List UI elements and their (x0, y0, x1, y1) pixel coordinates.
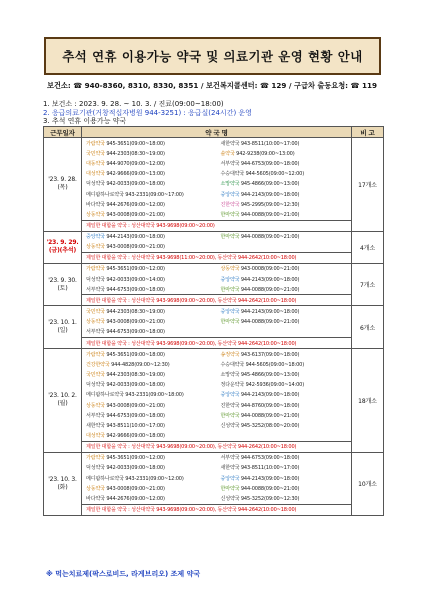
pharmacy-cell (82, 452, 352, 515)
pharmacy-row (82, 410, 351, 420)
pharmacy-phone-hours: 943-0008(09:00~21:00) (106, 244, 165, 251)
pharmacy-phone-hours: 944-2143(09:00~18:00) (240, 475, 300, 482)
pharmacy-entry (217, 211, 352, 218)
night-pharmacy-entry (82, 340, 351, 347)
pharmacy-phone-hours: 943-0008(09:00~21:00) (106, 402, 165, 409)
pharmacy-entry (217, 318, 352, 325)
pharmacy-entry (82, 412, 217, 419)
pharmacy-name: 중앙약국 (220, 276, 240, 283)
pharmacy-phone-hours: 942-9666(09:00~18:00) (106, 433, 165, 440)
pharmacy-name: 진한약국 (220, 402, 240, 409)
date-cell (44, 138, 82, 232)
pharmacy-phone-hours: 943-0008(09:00~21:00) (106, 211, 165, 218)
pharmacy-entry (217, 371, 352, 378)
pharmacy-phone-hours: 944-6753(09:00~18:00) (240, 455, 300, 462)
pharmacy-name: 덕성약국 (86, 276, 105, 283)
pharmacy-entry (82, 391, 217, 398)
count-cell: 4개소 (352, 231, 384, 263)
pharmacy-phone-hours: 944-0088(09:00~21:00) (240, 234, 300, 241)
pharmacy-schedule-table (43, 126, 384, 516)
pharmacy-name: 한마약국 (220, 286, 240, 293)
pharmacy-name: 바다약국 (86, 201, 105, 208)
pharmacy-entry (82, 180, 217, 187)
header-pharmacy: 약 국 명 (82, 127, 352, 138)
date-cell (44, 452, 82, 515)
pharmacy-row (82, 473, 351, 483)
table-row (44, 263, 384, 306)
pharmacy-row (82, 232, 351, 242)
pharmacy-entry (217, 265, 352, 272)
pharmacy-entry (217, 191, 352, 198)
date-text: '23. 9. 30. (48, 276, 77, 284)
pharmacy-phone-hours: 944-4828(09:00~12:30) (111, 361, 170, 368)
pharmacy-name: 가람약국 (86, 455, 105, 462)
pharmacy-name: 가람약국 (86, 351, 105, 358)
day-text: (화) (57, 483, 68, 491)
pharmacy-phone-hours: 944-6753(09:00~18:00) (106, 329, 165, 336)
pharmacy-phone-hours: 942-5936(09:00~14:00) (245, 382, 305, 389)
info-line-health-center: 1. 보건소 : 2023. 9. 28. ~ 10. 3. / 진료(09:00~18:00) (43, 100, 224, 108)
pharmacy-entry (217, 361, 352, 368)
table-row (44, 138, 384, 232)
pharmacy-phone-hours: 944-0088(09:00~21:00) (240, 412, 300, 419)
pharmacy-name: 상동약국 (86, 211, 105, 218)
night-pharmacy-entry (82, 254, 351, 261)
count-cell: 7개소 (352, 263, 384, 306)
pharmacy-phone-hours: 942-9238(09:00~13:00) (236, 150, 295, 157)
pharmacy-row (82, 390, 351, 400)
pharmacy-row (82, 420, 351, 430)
table-row (44, 231, 384, 263)
pharmacy-entry (217, 286, 352, 293)
pharmacy-row (82, 483, 351, 493)
pharmacy-phone-hours: 944-2303(08:30~19:00) (106, 371, 165, 378)
count-cell: 18개소 (352, 349, 384, 453)
date-text: '23. 10. 3. (48, 475, 77, 483)
pharmacy-row (82, 463, 351, 473)
pharmacy-phone-hours: 944-0088(09:00~21:00) (240, 485, 300, 492)
pharmacy-phone-hours: 944-2676(09:00~12:00) (106, 201, 165, 208)
pharmacy-phone-hours: 943-2331(09:00~17:00) (125, 191, 184, 198)
table-row (44, 349, 384, 453)
pharmacy-name: 진한약국 (220, 201, 240, 208)
pharmacy-row (82, 179, 351, 189)
pharmacy-name: 수승대약국 (220, 171, 245, 178)
table-row (44, 452, 384, 515)
pharmacy-name: 수승대약국 (220, 361, 245, 368)
pharmacy-name: 한마약국 (220, 234, 240, 241)
pharmacy-name: 한마약국 (220, 319, 240, 326)
pharmacy-row (82, 431, 351, 441)
pharmacy-name: 서부약국 (220, 160, 240, 167)
date-cell (44, 306, 82, 349)
pharmacy-entry (217, 402, 352, 409)
pharmacy-row (82, 400, 351, 410)
pharmacy-row (82, 242, 351, 252)
date-cell (44, 231, 82, 263)
pharmacy-row (82, 209, 351, 219)
pharmacy-name: 덕성약국 (86, 382, 105, 389)
pharmacy-phone-hours: 944-0088(09:00~21:00) (240, 319, 300, 326)
pharmacy-entry (82, 361, 217, 368)
pharmacy-row (82, 169, 351, 179)
pharmacy-phone-hours: 945-3651(09:00~18:00) (106, 140, 165, 147)
pharmacy-phone-hours: 944-6753(09:00~18:00) (106, 286, 165, 293)
night-pharmacy-row (82, 220, 351, 231)
pharmacy-phone-hours: 943-8511(10:00~17:00) (106, 422, 165, 429)
pharmacy-name: 소망약국 (220, 371, 240, 378)
pharmacy-entry (82, 475, 217, 482)
pharmacy-row (82, 453, 351, 463)
pharmacy-name: 상동약국 (86, 485, 105, 492)
pharmacy-row (82, 274, 351, 284)
pharmacy-phone-hours: 944-2676(09:00~12:00) (106, 496, 165, 503)
pharmacy-entry (82, 243, 217, 250)
pharmacy-entry (217, 351, 352, 358)
pharmacy-phone-hours: 942-9666(09:00~13:00) (106, 171, 165, 178)
date-text: '23. 10. 2. (48, 392, 77, 400)
night-pharmacy-row (82, 294, 351, 305)
pharmacy-phone-hours: 945-3651(09:00~12:00) (106, 266, 165, 273)
pharmacy-name: 가람약국 (86, 266, 105, 273)
pharmacy-cell (82, 263, 352, 306)
pharmacy-phone-hours: 943-0008(09:00~21:00) (106, 485, 165, 492)
pharmacy-name: 서부약국 (86, 412, 105, 419)
pharmacy-row (82, 327, 351, 337)
night-pharmacy-row (82, 337, 351, 348)
night-pharmacy-text: 제일한 대합을 약국 : 성산대약국 943-9698(09:00~20:00), 동산약국 944-2642(10:00~18:00) (86, 507, 297, 514)
pharmacy-phone-hours: 942-0033(09:00~18:00) (106, 382, 165, 389)
info-lines (43, 100, 252, 126)
pharmacy-name: 중앙약국 (220, 392, 240, 399)
pharmacy-name: 대성약국 (86, 171, 105, 178)
pharmacy-entry (82, 402, 217, 409)
pharmacy-name: 메디팜하나로약국 (86, 191, 124, 198)
pharmacy-entry (217, 381, 352, 388)
pharmacy-phone-hours: 944-6753(09:00~18:00) (240, 160, 300, 167)
pharmacy-phone-hours: 942-0033(09:00~18:00) (106, 465, 165, 472)
pharmacy-cell (82, 231, 352, 263)
pharmacy-entry (82, 265, 217, 272)
date-cell (44, 349, 82, 453)
pharmacy-row (82, 158, 351, 168)
pharmacy-entry (82, 351, 217, 358)
pharmacy-entry (82, 211, 217, 218)
pharmacy-phone-hours: 944-2303(08:30~19:00) (106, 150, 165, 157)
pharmacy-name: 서부약국 (86, 286, 105, 293)
pharmacy-entry (82, 160, 217, 167)
pharmacy-name: 상동약국 (86, 402, 105, 409)
pharmacy-entry (82, 201, 217, 208)
day-text: (금)(추석) (48, 247, 77, 255)
night-pharmacy-text: 제일한 대합을 약국 : 성산대약국 943-9698(09:00~20:00), 동산약국 944-2642(10:00~18:00) (86, 444, 297, 451)
pharmacy-cell (82, 306, 352, 349)
pharmacy-phone-hours: 944-5605(09:00~18:00) (245, 361, 305, 368)
pharmacy-name: 대동약국 (86, 160, 105, 167)
pharmacy-phone-hours: 945-4866(09:00~13:00) (240, 371, 300, 378)
pharmacy-entry (82, 485, 217, 492)
pharmacy-phone-hours: 944-2143(09:00~18:00) (240, 309, 300, 316)
pharmacy-row (82, 199, 351, 209)
night-pharmacy-text: 제일한 대합을 약국 : 성산대약국 943-9698(11:00~20:00), 동산약국 944-2642(10:00~18:00) (86, 255, 297, 262)
pharmacy-cell (82, 138, 352, 232)
pharmacy-row (82, 493, 351, 503)
pharmacy-name: 중앙약국 (220, 475, 240, 482)
pharmacy-phone-hours: 945-3252(09:00~12:30) (240, 496, 300, 503)
pharmacy-phone-hours: 945-3651(09:00~12:00) (106, 455, 165, 462)
pharmacy-name: 국민약국 (86, 371, 105, 378)
pharmacy-phone-hours: 945-3252(08:00~20:00) (240, 422, 300, 429)
table-header-row (44, 127, 384, 138)
date-text: '23. 10. 1. (48, 319, 77, 327)
table-row (44, 306, 384, 349)
pharmacy-name: 덕성약국 (86, 465, 105, 472)
pharmacy-name: 중앙약국 (220, 191, 240, 198)
pharmacy-phone-hours: 944-2143(09:00~18:00) (240, 392, 300, 399)
day-text: (목) (57, 184, 68, 192)
pharmacy-phone-hours: 944-5605(09:00~12:00) (245, 171, 305, 178)
pharmacy-entry (82, 432, 217, 439)
date-text: '23. 9. 29. (46, 239, 79, 247)
pharmacy-row (82, 369, 351, 379)
pharmacy-row (82, 380, 351, 390)
pharmacy-entry (217, 454, 352, 461)
pharmacy-name: 새한약국 (220, 140, 240, 147)
pharmacy-entry (217, 180, 352, 187)
day-text: (일) (57, 327, 68, 335)
pharmacy-phone-hours: 943-6137(09:00~18:00) (240, 351, 300, 358)
night-pharmacy-entry (82, 506, 351, 513)
pharmacy-phone-hours: 945-2995(09:00~12:30) (240, 201, 300, 208)
pharmacy-name: 소망약국 (220, 181, 240, 188)
pharmacy-entry (82, 318, 217, 325)
pharmacy-name: 서부약국 (86, 329, 105, 336)
pharmacy-name: 새한약국 (220, 465, 240, 472)
pharmacy-name: 중앙약국 (86, 234, 105, 241)
night-pharmacy-entry (82, 222, 351, 229)
pharmacy-name: 국민약국 (86, 150, 105, 157)
pharmacy-row (82, 189, 351, 199)
pharmacy-phone-hours: 944-2303(08:30~19:00) (106, 309, 165, 316)
pharmacy-phone-hours: 945-4866(09:00~13:00) (240, 181, 300, 188)
table-body (44, 138, 384, 516)
day-text: (토) (57, 284, 68, 292)
pharmacy-name: 바다약국 (86, 496, 105, 503)
night-pharmacy-text: 제일한 대합을 약국 : 성산대약국 943-9698(09:00~20:00), 동산약국 944-2642(10:00~18:00) (86, 297, 297, 304)
pharmacy-entry (82, 495, 217, 502)
title-text: 추석 연휴 이용가능 약국 및 의료기관 운영 현황 안내 (62, 49, 363, 64)
pharmacy-entry (217, 412, 352, 419)
pharmacy-entry (217, 391, 352, 398)
pharmacy-row (82, 148, 351, 158)
pharmacy-name: 상동약국 (86, 319, 105, 326)
pharmacy-phone-hours: 943-8511(10:00~17:00) (240, 465, 300, 472)
pharmacy-entry (82, 381, 217, 388)
pharmacy-entry (82, 140, 217, 147)
pharmacy-entry (217, 201, 352, 208)
page-title (44, 37, 381, 75)
contact-line: 보건소: ☎ 940-8360, 8310, 8330, 8351 / 보건복지콜센터: ☎ 129 / 구급차 출동요청: ☎ 119 (47, 81, 377, 90)
night-pharmacy-row (82, 252, 351, 263)
pharmacy-phone-hours: 942-0033(09:00~18:00) (106, 181, 165, 188)
info-line-emergency: 2. 응급의료기관(거창적십자병원 944-3251) : 응급실(24시간) 운영 (43, 108, 252, 117)
pharmacy-phone-hours: 945-3651(09:00~18:00) (106, 351, 165, 358)
pharmacy-row (82, 284, 351, 294)
pharmacy-entry (82, 286, 217, 293)
pharmacy-entry (82, 191, 217, 198)
night-pharmacy-entry (82, 297, 351, 304)
pharmacy-phone-hours: 944-0088(09:00~21:00) (240, 286, 300, 293)
day-text: (월) (57, 400, 68, 408)
count-cell: 6개소 (352, 306, 384, 349)
pharmacy-phone-hours: 944-2143(09:00~18:00) (106, 234, 165, 241)
pharmacy-phone-hours: 943-2331(09:00~12:00) (125, 475, 184, 482)
pharmacy-phone-hours: 944-2143(09:00~18:00) (240, 276, 300, 283)
pharmacy-phone-hours: 944-8760(09:00~18:00) (240, 402, 300, 409)
pharmacy-name: 새한약국 (86, 422, 105, 429)
pharmacy-name: 솔약국 (220, 150, 235, 157)
pharmacy-name: 송정약국 (220, 351, 240, 358)
pharmacy-entry (82, 422, 217, 429)
pharmacy-phone-hours: 944-9070(09:00~12:00) (106, 160, 165, 167)
pharmacy-name: 한마약국 (220, 412, 240, 419)
pharmacy-phone-hours: 943-0008(09:00~21:00) (106, 319, 165, 326)
pharmacy-phone-hours: 943-8511(10:00~17:00) (240, 140, 300, 147)
pharmacy-entry (217, 150, 352, 157)
pharmacy-name: 국민약국 (86, 309, 105, 316)
pharmacy-phone-hours: 944-2143(09:00~18:00) (240, 191, 300, 198)
pharmacy-cell (82, 349, 352, 453)
pharmacy-name: 한마약국 (220, 485, 240, 492)
pharmacy-entry (82, 233, 217, 240)
pharmacy-name: 정다운약국 (220, 382, 245, 389)
pharmacy-name: 건강한약국 (86, 361, 110, 368)
count-cell: 10개소 (352, 452, 384, 515)
pharmacy-entry (82, 454, 217, 461)
pharmacy-phone-hours: 943-0008(09:00~21:00) (240, 266, 300, 273)
night-pharmacy-row (82, 441, 351, 452)
pharmacy-name: 신성약국 (220, 422, 240, 429)
pharmacy-name: 상동약국 (86, 244, 105, 251)
pharmacy-name: 중앙약국 (220, 309, 240, 316)
pharmacy-entry (217, 308, 352, 315)
pharmacy-name: 상동약국 (220, 266, 240, 273)
pharmacy-row (82, 306, 351, 316)
pharmacy-entry (82, 371, 217, 378)
pharmacy-phone-hours: 943-2331(09:00~18:00) (125, 392, 184, 399)
pharmacy-entry (217, 475, 352, 482)
pharmacy-entry (217, 464, 352, 471)
pharmacy-entry (217, 140, 352, 147)
pharmacy-row (82, 138, 351, 148)
pharmacy-entry (82, 276, 217, 283)
pharmacy-entry (217, 422, 352, 429)
pharmacy-entry (217, 233, 352, 240)
count-cell: 17개소 (352, 138, 384, 232)
pharmacy-row (82, 317, 351, 327)
night-pharmacy-row (82, 504, 351, 515)
pharmacy-name: 메디팜하나로약국 (86, 475, 124, 482)
pharmacy-entry (82, 464, 217, 471)
pharmacy-name: 메디팜하나로약국 (86, 392, 124, 399)
pharmacy-entry (82, 150, 217, 157)
pharmacy-name: 대성약국 (86, 433, 105, 440)
pharmacy-name: 신성약국 (220, 496, 240, 503)
pharmacy-row (82, 264, 351, 274)
pharmacy-name: 한마약국 (220, 211, 240, 218)
night-pharmacy-text: 제일한 대합을 약국 : 성산대약국 943-9698(09:00~20:00), 동산약국 944-2642(10:00~18:00) (86, 340, 297, 347)
pharmacy-entry (217, 170, 352, 177)
pharmacy-entry (217, 485, 352, 492)
night-pharmacy-text: 제일한 대합을 약국 : 성산대약국 943-9698(09:00~20:00) (86, 223, 215, 229)
pharmacy-phone-hours: 944-6753(09:00~18:00) (106, 412, 165, 419)
pharmacy-entry (82, 308, 217, 315)
date-text: '23. 9. 28. (48, 176, 77, 184)
pharmacy-phone-hours: 942-0033(09:00~14:00) (106, 276, 165, 283)
pharmacy-name: 덕성약국 (86, 181, 105, 188)
night-pharmacy-entry (82, 443, 351, 450)
header-note: 비 고 (352, 127, 384, 138)
pharmacy-phone-hours: 944-0088(09:00~21:00) (240, 211, 300, 218)
pharmacy-row (82, 349, 351, 359)
pharmacy-entry (217, 495, 352, 502)
pharmacy-entry (217, 276, 352, 283)
info-line-pharmacy: 3. 추석 연휴 이용가능 약국 (43, 117, 127, 126)
pharmacy-entry (82, 170, 217, 177)
pharmacy-entry (217, 160, 352, 167)
pharmacy-name: 서부약국 (220, 455, 240, 462)
pharmacy-row (82, 359, 351, 369)
date-cell (44, 263, 82, 306)
pharmacy-entry (82, 328, 217, 335)
footer-note: ※ 먹는치료제(팍스로비드, 라게브리오) 조제 약국 (46, 570, 201, 578)
pharmacy-name: 가람약국 (86, 140, 105, 147)
header-date: 근무일자 (44, 127, 82, 138)
